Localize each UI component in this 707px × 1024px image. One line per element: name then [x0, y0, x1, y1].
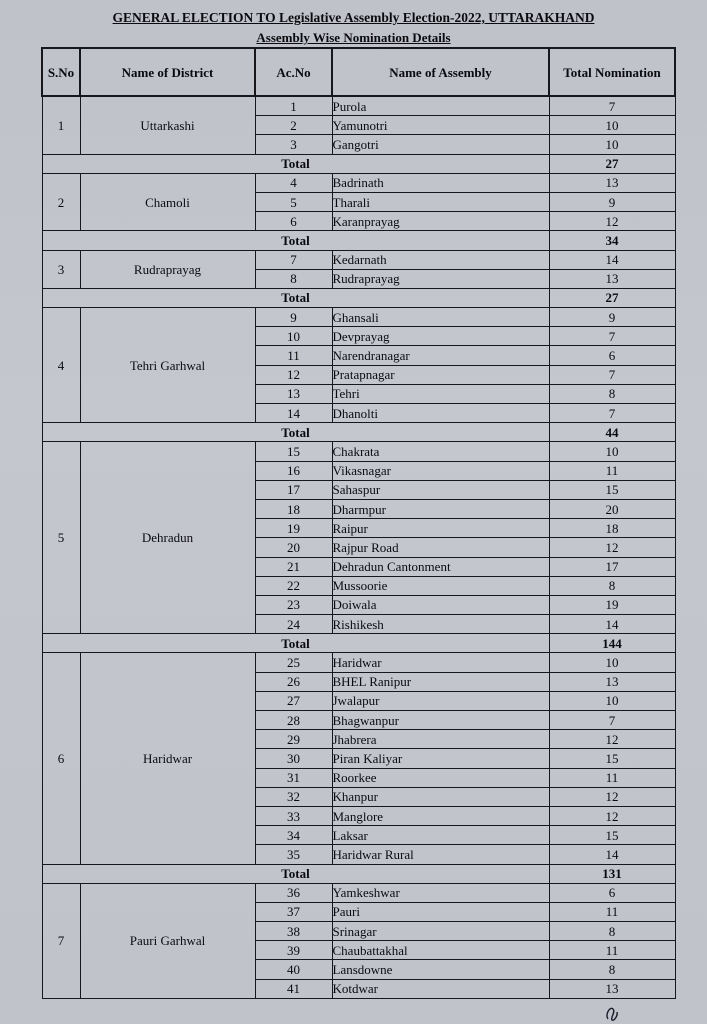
header-district: Name of District: [80, 48, 255, 96]
table-row: [42, 653, 675, 672]
district-serial-number: 6: [42, 653, 80, 864]
nomination-count: 9: [549, 192, 675, 211]
nomination-count: 12: [549, 730, 675, 749]
district-serial-number: 4: [42, 308, 80, 423]
assembly-constituency-number: 30: [255, 749, 332, 768]
nomination-count: 7: [549, 96, 675, 116]
nomination-count: 11: [549, 461, 675, 480]
total-label: Total: [42, 864, 549, 883]
assembly-constituency-number: 29: [255, 730, 332, 749]
assembly-constituency-number: 14: [255, 404, 332, 423]
assembly-name: Tharali: [332, 192, 549, 211]
assembly-name: Rishikesh: [332, 615, 549, 634]
assembly-name: Yamunotri: [332, 116, 549, 135]
assembly-name: Dharmpur: [332, 499, 549, 518]
district-name: Dehradun: [80, 442, 255, 634]
assembly-constituency-number: 26: [255, 672, 332, 691]
assembly-constituency-number: 41: [255, 979, 332, 998]
nomination-count: 10: [549, 691, 675, 710]
assembly-name: Doiwala: [332, 595, 549, 614]
nomination-count: 13: [549, 269, 675, 288]
assembly-name: Ghansali: [332, 308, 549, 327]
assembly-name: Gangotri: [332, 135, 549, 154]
nomination-count: 9: [549, 308, 675, 327]
assembly-name: Jwalapur: [332, 691, 549, 710]
nomination-count: 19: [549, 595, 675, 614]
nomination-count: 7: [549, 327, 675, 346]
assembly-constituency-number: 28: [255, 711, 332, 730]
nomination-count: 10: [549, 135, 675, 154]
district-serial-number: 3: [42, 250, 80, 288]
assembly-name: Jhabrera: [332, 730, 549, 749]
assembly-constituency-number: 36: [255, 883, 332, 902]
nomination-count: 11: [549, 941, 675, 960]
assembly-name: Haridwar: [332, 653, 549, 672]
assembly-constituency-number: 2: [255, 116, 332, 135]
district-name: Rudraprayag: [80, 250, 255, 288]
assembly-constituency-number: 39: [255, 941, 332, 960]
assembly-constituency-number: 38: [255, 922, 332, 941]
assembly-name: Tehri: [332, 384, 549, 403]
assembly-name: Chaubattakhal: [332, 941, 549, 960]
table-header-row: [42, 48, 675, 96]
district-total-row: [42, 288, 675, 307]
district-serial-number: 1: [42, 96, 80, 154]
assembly-name: Vikasnagar: [332, 461, 549, 480]
assembly-name: Raipur: [332, 519, 549, 538]
nomination-count: 10: [549, 116, 675, 135]
district-name: Chamoli: [80, 173, 255, 231]
assembly-constituency-number: 11: [255, 346, 332, 365]
table-row: [42, 250, 675, 269]
header-total-nomination: Total Nomination: [549, 48, 675, 96]
assembly-name: Rudraprayag: [332, 269, 549, 288]
nomination-count: 15: [549, 749, 675, 768]
nomination-count: 15: [549, 826, 675, 845]
signature-mark-icon: [604, 1004, 620, 1022]
nomination-count: 6: [549, 346, 675, 365]
header-assembly: Name of Assembly: [332, 48, 549, 96]
assembly-name: Chakrata: [332, 442, 549, 461]
assembly-name: Laksar: [332, 826, 549, 845]
assembly-constituency-number: 10: [255, 327, 332, 346]
assembly-constituency-number: 34: [255, 826, 332, 845]
district-serial-number: 7: [42, 883, 80, 998]
nomination-count: 7: [549, 711, 675, 730]
assembly-name: Haridwar Rural: [332, 845, 549, 864]
document-title: GENERAL ELECTION TO Legislative Assembly Election-2022, UTTARAKHAND: [112, 10, 595, 25]
nomination-count: 12: [549, 787, 675, 806]
assembly-name: Piran Kaliyar: [332, 749, 549, 768]
assembly-constituency-number: 18: [255, 499, 332, 518]
assembly-constituency-number: 27: [255, 691, 332, 710]
assembly-name: Sahaspur: [332, 480, 549, 499]
district-total-row: [42, 634, 675, 653]
nomination-count: 20: [549, 499, 675, 518]
assembly-name: Pauri: [332, 902, 549, 921]
district-total-value: 27: [549, 154, 675, 173]
nomination-count: 10: [549, 653, 675, 672]
district-serial-number: 5: [42, 442, 80, 634]
district-total-value: 44: [549, 423, 675, 442]
nomination-count: 12: [549, 212, 675, 231]
total-label: Total: [42, 154, 549, 173]
nomination-count: 13: [549, 979, 675, 998]
assembly-constituency-number: 6: [255, 212, 332, 231]
table-body: [42, 96, 675, 998]
assembly-name: Lansdowne: [332, 960, 549, 979]
assembly-name: Purola: [332, 96, 549, 116]
assembly-name: Dehradun Cantonment: [332, 557, 549, 576]
assembly-constituency-number: 12: [255, 365, 332, 384]
total-label: Total: [42, 231, 549, 250]
district-name: Pauri Garhwal: [80, 883, 255, 998]
total-label: Total: [42, 634, 549, 653]
assembly-constituency-number: 22: [255, 576, 332, 595]
header-sno: S.No: [42, 48, 80, 96]
assembly-constituency-number: 19: [255, 519, 332, 538]
assembly-constituency-number: 7: [255, 250, 332, 269]
assembly-name: Dhanolti: [332, 404, 549, 423]
header-acno: Ac.No: [255, 48, 332, 96]
assembly-name: Roorkee: [332, 768, 549, 787]
district-total-value: 34: [549, 231, 675, 250]
nomination-count: 13: [549, 173, 675, 192]
assembly-constituency-number: 15: [255, 442, 332, 461]
district-total-row: [42, 864, 675, 883]
total-label: Total: [42, 423, 549, 442]
assembly-name: Bhagwanpur: [332, 711, 549, 730]
nomination-count: 11: [549, 902, 675, 921]
table-row: [42, 442, 675, 461]
assembly-name: Srinagar: [332, 922, 549, 941]
assembly-constituency-number: 35: [255, 845, 332, 864]
nomination-count: 10: [549, 442, 675, 461]
assembly-constituency-number: 16: [255, 461, 332, 480]
assembly-constituency-number: 1: [255, 96, 332, 116]
assembly-constituency-number: 23: [255, 595, 332, 614]
assembly-constituency-number: 13: [255, 384, 332, 403]
nomination-count: 6: [549, 883, 675, 902]
assembly-constituency-number: 20: [255, 538, 332, 557]
assembly-constituency-number: 37: [255, 902, 332, 921]
assembly-constituency-number: 32: [255, 787, 332, 806]
table-row: [42, 173, 675, 192]
nomination-table: [41, 47, 676, 999]
nomination-count: 14: [549, 250, 675, 269]
nomination-count: 14: [549, 615, 675, 634]
district-name: Tehri Garhwal: [80, 308, 255, 423]
nomination-count: 7: [549, 365, 675, 384]
nomination-count: 12: [549, 806, 675, 825]
assembly-constituency-number: 31: [255, 768, 332, 787]
assembly-constituency-number: 8: [255, 269, 332, 288]
document-subtitle: Assembly Wise Nomination Details: [256, 30, 451, 45]
assembly-name: Devprayag: [332, 327, 549, 346]
nomination-count: 13: [549, 672, 675, 691]
assembly-name: Narendranagar: [332, 346, 549, 365]
district-serial-number: 2: [42, 173, 80, 231]
assembly-constituency-number: 21: [255, 557, 332, 576]
district-total-value: 131: [549, 864, 675, 883]
nomination-count: 12: [549, 538, 675, 557]
nomination-count: 7: [549, 404, 675, 423]
assembly-name: Kotdwar: [332, 979, 549, 998]
table-row: [42, 96, 675, 116]
district-name: Haridwar: [80, 653, 255, 864]
assembly-constituency-number: 24: [255, 615, 332, 634]
district-total-row: [42, 423, 675, 442]
assembly-name: Karanprayag: [332, 212, 549, 231]
nomination-count: 8: [549, 922, 675, 941]
assembly-name: BHEL Ranipur: [332, 672, 549, 691]
assembly-name: Rajpur Road: [332, 538, 549, 557]
nomination-count: 18: [549, 519, 675, 538]
nomination-count: 14: [549, 845, 675, 864]
nomination-count: 8: [549, 576, 675, 595]
nomination-count: 17: [549, 557, 675, 576]
district-total-row: [42, 231, 675, 250]
assembly-name: Manglore: [332, 806, 549, 825]
nomination-count: 15: [549, 480, 675, 499]
district-total-row: [42, 154, 675, 173]
assembly-name: Kedarnath: [332, 250, 549, 269]
nomination-count: 11: [549, 768, 675, 787]
assembly-constituency-number: 40: [255, 960, 332, 979]
nomination-count: 8: [549, 960, 675, 979]
table-row: [42, 308, 675, 327]
nomination-count: 8: [549, 384, 675, 403]
assembly-name: Badrinath: [332, 173, 549, 192]
assembly-constituency-number: 25: [255, 653, 332, 672]
assembly-constituency-number: 3: [255, 135, 332, 154]
district-total-value: 27: [549, 288, 675, 307]
assembly-name: Pratapnagar: [332, 365, 549, 384]
assembly-constituency-number: 5: [255, 192, 332, 211]
district-name: Uttarkashi: [80, 96, 255, 154]
assembly-constituency-number: 33: [255, 806, 332, 825]
assembly-name: Mussoorie: [332, 576, 549, 595]
assembly-constituency-number: 17: [255, 480, 332, 499]
assembly-name: Khanpur: [332, 787, 549, 806]
assembly-constituency-number: 9: [255, 308, 332, 327]
district-total-value: 144: [549, 634, 675, 653]
table-row: [42, 883, 675, 902]
assembly-name: Yamkeshwar: [332, 883, 549, 902]
total-label: Total: [42, 288, 549, 307]
assembly-constituency-number: 4: [255, 173, 332, 192]
